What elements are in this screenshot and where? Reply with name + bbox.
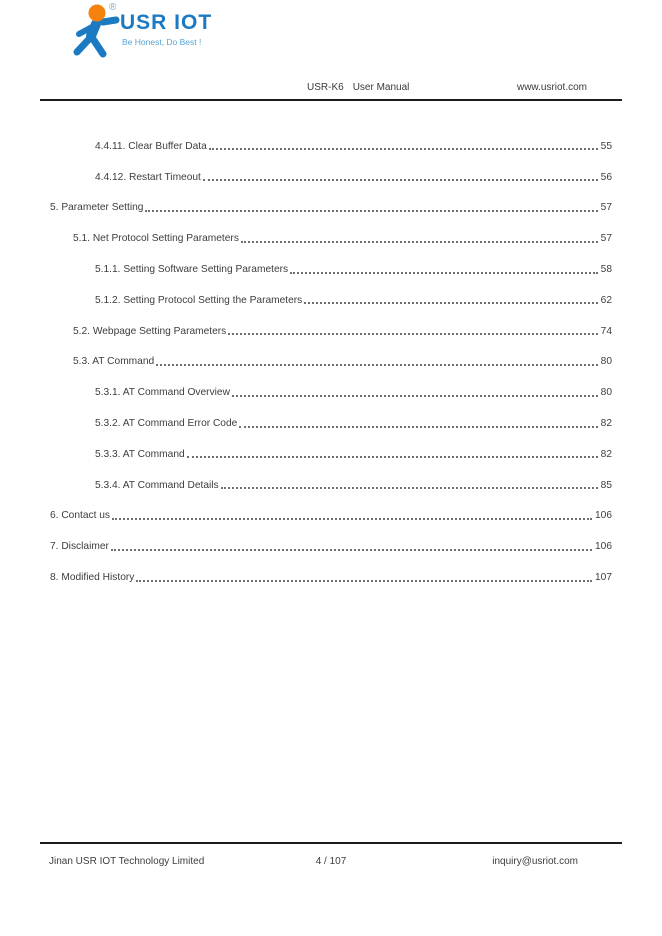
toc-dot-leader xyxy=(232,395,598,397)
toc-page-number: 107 xyxy=(595,572,612,584)
toc-page-number: 58 xyxy=(600,264,612,276)
toc-entry-label: 6. Contact us xyxy=(50,510,111,522)
toc-entry[interactable] xyxy=(50,501,612,532)
toc-dot-leader xyxy=(228,333,597,335)
toc-entry[interactable] xyxy=(50,377,612,408)
toc-entry[interactable] xyxy=(50,316,612,347)
footer-page-indicator: 4 / 107 xyxy=(315,856,347,867)
toc-entry[interactable] xyxy=(50,131,612,162)
page-header xyxy=(40,0,622,101)
document-title xyxy=(307,82,409,93)
registered-trademark-icon: ® xyxy=(109,2,117,13)
brand-tagline: Be Honest, Do Best ! xyxy=(122,37,202,47)
toc-entry[interactable] xyxy=(50,562,612,593)
toc-page-number: 82 xyxy=(600,448,612,460)
toc-dot-leader xyxy=(156,364,597,366)
page-footer xyxy=(40,842,622,882)
toc-dot-leader xyxy=(112,518,592,520)
toc-entry[interactable] xyxy=(50,347,612,378)
toc-entry-label: 5.1.2. Setting Protocol Setting the Parameters xyxy=(95,294,303,306)
toc-entry-label: 5.3.3. AT Command xyxy=(95,448,185,460)
toc-entry[interactable] xyxy=(50,470,612,501)
toc-page-number: 57 xyxy=(600,233,612,245)
toc-entry-label: 7. Disclaimer xyxy=(50,541,109,553)
toc-entry-label: 5.1.1. Setting Software Setting Parameters xyxy=(95,264,289,276)
toc-entry[interactable] xyxy=(50,162,612,193)
toc-page-number: 57 xyxy=(600,202,612,214)
toc-page-number: 106 xyxy=(595,510,612,522)
brand-name: USR IOT xyxy=(120,11,213,34)
footer-email-link[interactable]: inquiry@usriot.com xyxy=(492,856,578,867)
toc-dot-leader xyxy=(187,456,598,458)
toc-entry[interactable] xyxy=(50,193,612,224)
toc-entry-label: 4.4.12. Restart Timeout xyxy=(95,171,201,183)
usr-iot-logo xyxy=(68,3,228,59)
document-model: USR-K6 xyxy=(307,82,344,93)
toc-page-number: 80 xyxy=(600,356,612,368)
toc-dot-leader xyxy=(145,210,597,212)
toc-page-number: 80 xyxy=(600,387,612,399)
toc-entry-label: 8. Modified History xyxy=(50,572,135,584)
toc-page-number: 106 xyxy=(595,541,612,553)
toc-dot-leader xyxy=(304,302,597,304)
toc-dot-leader xyxy=(136,580,592,582)
toc-entry[interactable] xyxy=(50,408,612,439)
toc-entry[interactable] xyxy=(50,254,612,285)
toc-entry[interactable] xyxy=(50,285,612,316)
toc-entry-label: 5.3.2. AT Command Error Code xyxy=(95,418,238,430)
toc-entry[interactable] xyxy=(50,439,612,470)
toc-page-number: 74 xyxy=(600,325,612,337)
toc-entry[interactable] xyxy=(50,223,612,254)
toc-dot-leader xyxy=(239,426,597,428)
toc-entry-label: 5.2. Webpage Setting Parameters xyxy=(73,325,227,337)
toc-entry-label: 5.3. AT Command xyxy=(73,356,155,368)
toc-entry-label: 5. Parameter Setting xyxy=(50,202,144,214)
footer-company: Jinan USR IOT Technology Limited xyxy=(49,856,205,867)
toc-dot-leader xyxy=(209,148,598,150)
table-of-contents xyxy=(50,131,612,593)
toc-page-number: 55 xyxy=(600,140,612,152)
toc-dot-leader xyxy=(241,241,598,243)
document-type: User Manual xyxy=(352,82,410,93)
toc-entry-label: 5.3.4. AT Command Details xyxy=(95,479,219,491)
toc-entry[interactable] xyxy=(50,531,612,562)
website-link[interactable]: www.usriot.com xyxy=(516,82,587,93)
toc-page-number: 56 xyxy=(600,171,612,183)
toc-entry-label: 5.1. Net Protocol Setting Parameters xyxy=(73,233,239,245)
toc-entry-label: 5.3.1. AT Command Overview xyxy=(95,387,230,399)
toc-page-number: 85 xyxy=(600,479,612,491)
toc-dot-leader xyxy=(290,272,598,274)
toc-entry-label: 4.4.11. Clear Buffer Data xyxy=(95,140,207,152)
toc-dot-leader xyxy=(203,179,598,181)
toc-page-number: 82 xyxy=(600,418,612,430)
toc-dot-leader xyxy=(111,549,592,551)
toc-dot-leader xyxy=(221,487,598,489)
toc-page-number: 62 xyxy=(600,294,612,306)
